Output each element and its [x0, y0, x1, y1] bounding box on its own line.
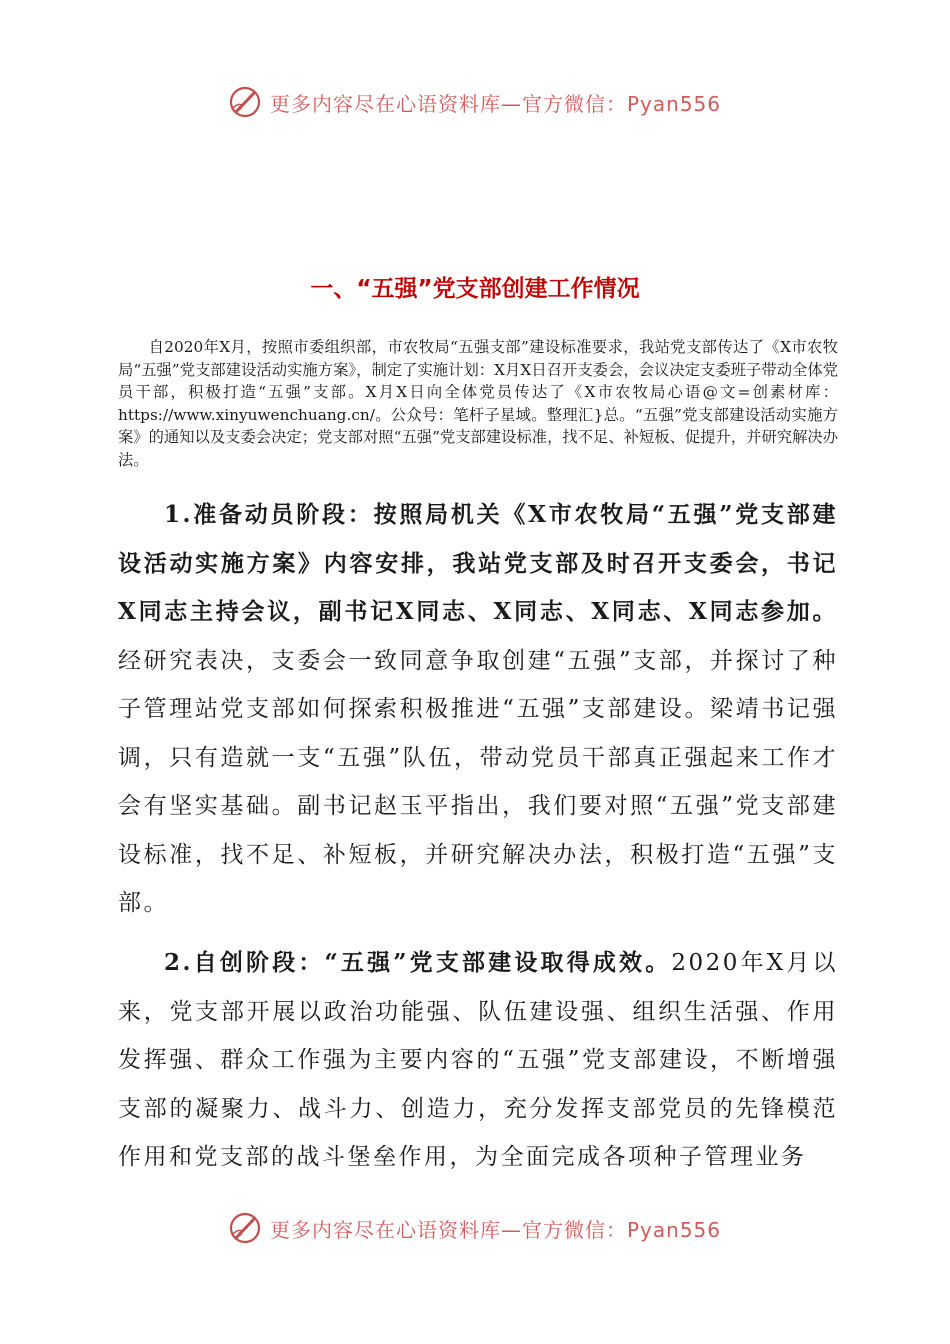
- pen-logo-icon: [228, 85, 262, 119]
- section-1-heading: 1.准备动员阶段：按照局机关《X市农牧局“五强”党支部建设活动实施方案》内容安排，我站党支部及时召开支委会，书记X同志主持会议，副书记X同志、X同志、X同志、X同志参加。: [118, 501, 838, 625]
- header-watermark: [228, 84, 721, 120]
- section-2-heading: 2.自创阶段：“五强”党支部建设取得成效。: [164, 949, 672, 976]
- watermark-text: 更多内容尽在心语资料库—官方微信：Pyan556: [270, 1217, 722, 1242]
- pen-logo-icon: [228, 1211, 262, 1245]
- section-1-body: 经研究表决，支委会一致同意争取创建“五强”支部，并探讨了种子管理站党支部如何探索积极推进“五强”支部建设。梁靖书记强调，只有造就一支“五强”队伍，带动党员干部真正强起来工作才会有坚实基础。副书记赵玉平指出，我们要对照“五强”党支部建设标准，找不足、补短板，并研究解决办法，积极打造“五强”支部。: [118, 647, 838, 916]
- section-2-body: 2020年X月以来，党支部开展以政治功能强、队伍建设强、组织生活强、作用发挥强、群众工作强为主要内容的“五强”党支部建设，不断增强支部的凝聚力、战斗力、创造力，充分发挥支部党员的先锋模范作用和党支部的战斗堡垒作用，为全面完成各项种子管理业务: [118, 950, 838, 1170]
- intro-paragraph: 自2020年X月，按照市委组织部，市农牧局“五强支部”建设标准要求，我站党支部传达了《X市农牧局“五强”党支部建设活动实施方案》，制定了实施计划：X月X日召开支委会，会议决定支委班子带动全体党员干部，积极打造“五强”支部。X月X日向全体党员传达了《X市农牧局心语@文=创素材库：https://www.xinyuwenchuang.cn/。公众号：笔杆子星域。整理汇}总。“五强”党支部建设活动实施方案》的通知以及支委会决定；党支部对照“五强”党支部建设标准，找不足、补短板、促提升，并研究解决办法。: [118, 338, 838, 469]
- section-1-paragraph: [118, 491, 838, 928]
- watermark-text: 更多内容尽在心语资料库—官方微信：Pyan556: [270, 91, 722, 116]
- section-title: 一、“五强”党支部创建工作情况: [310, 276, 640, 302]
- section-2-paragraph: [118, 939, 838, 1182]
- footer-watermark: [228, 1210, 721, 1246]
